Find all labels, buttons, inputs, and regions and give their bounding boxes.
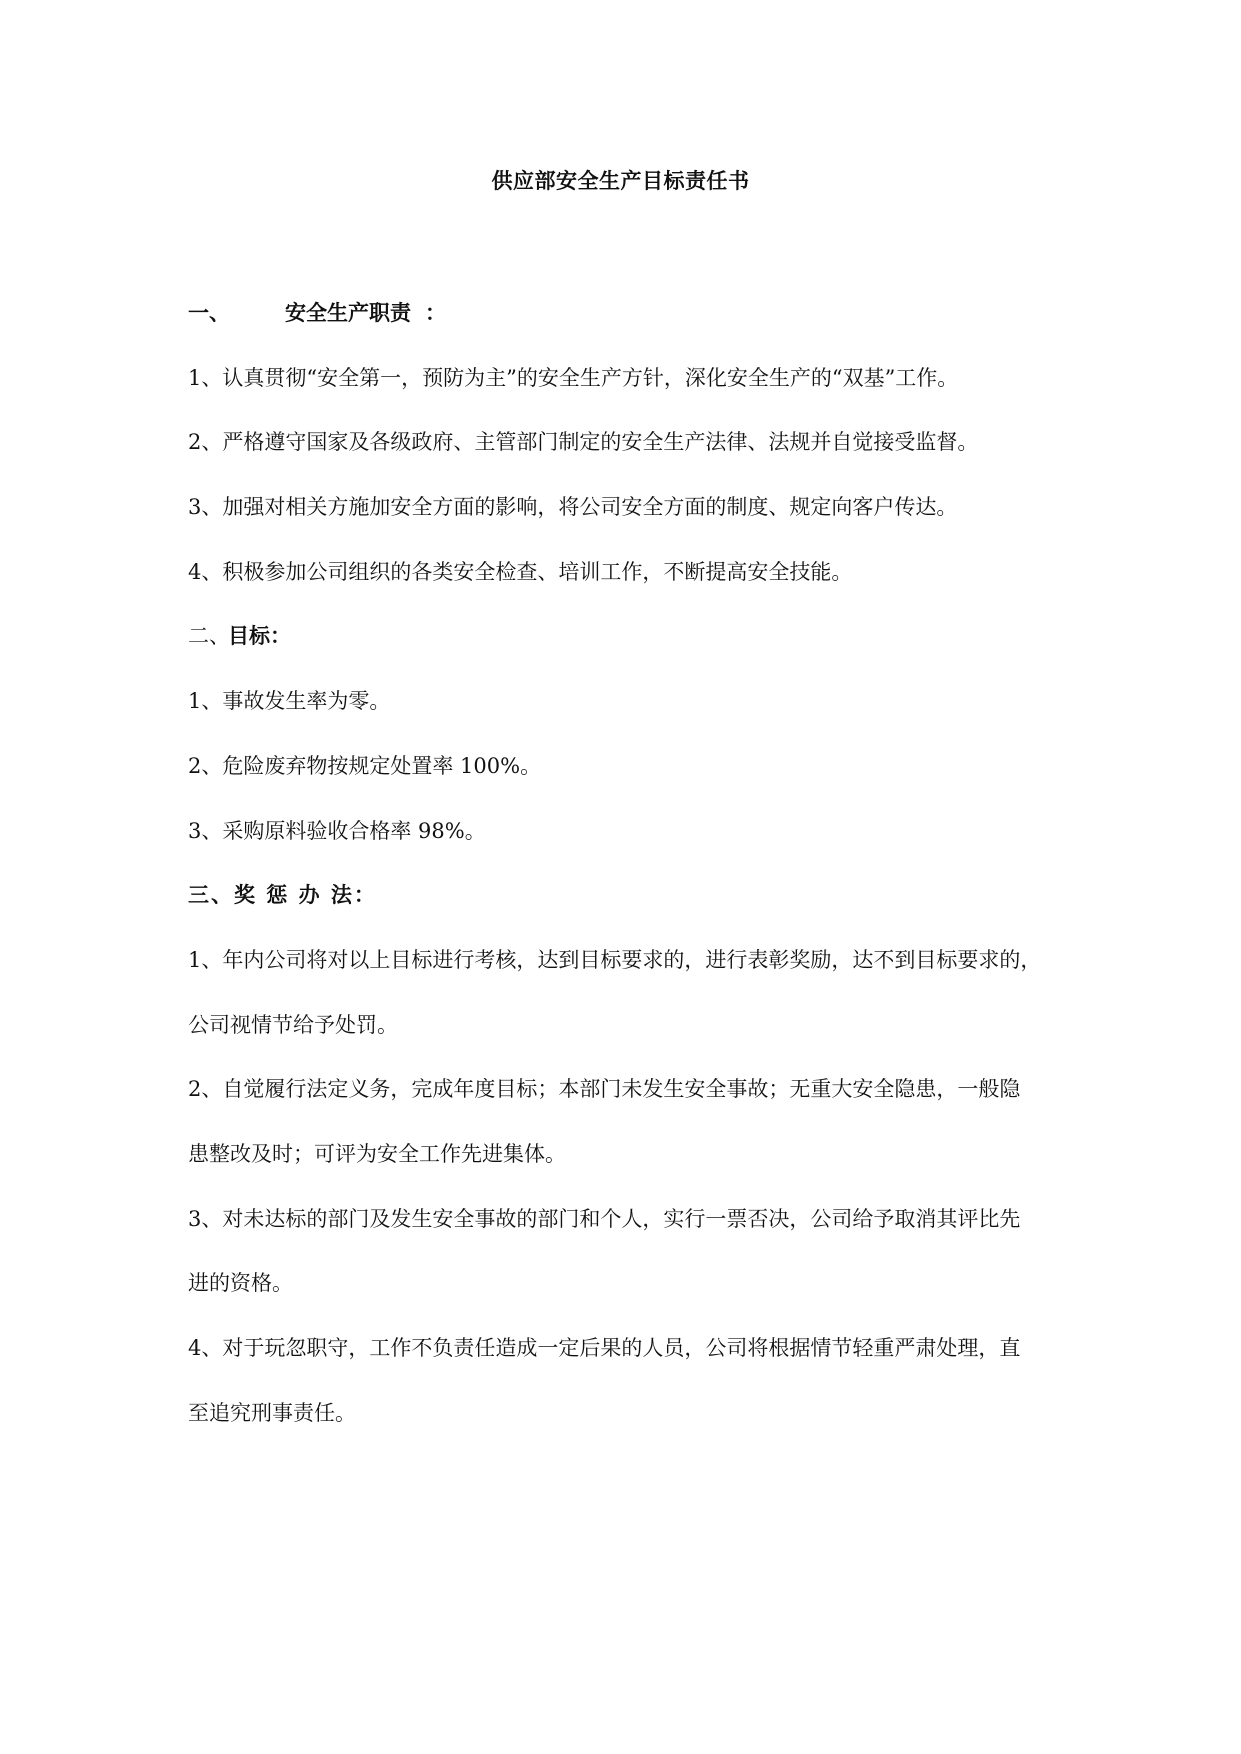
paragraph-line: 公司视情节给予处罚。	[188, 1012, 398, 1037]
list-item: 1、事故发生率为零。	[188, 689, 391, 714]
section-title: 安全生产职责	[285, 301, 411, 325]
paragraph-line: 进的资格。	[188, 1271, 293, 1296]
list-item: 3、加强对相关方施加安全方面的影响，将公司安全方面的制度、规定向客户传达。	[188, 495, 958, 520]
section-heading-rewards-penalties: 三、奖 惩 办 法：	[188, 883, 377, 908]
section-title: 目标：	[228, 624, 291, 649]
paragraph-line: 3、对未达标的部门及发生安全事故的部门和个人，实行一票否决，公司给予取消其评比先	[188, 1206, 1021, 1231]
list-item: 3、采购原料验收合格率 98%。	[188, 818, 486, 843]
section-colon: ：	[425, 301, 446, 325]
section-heading-targets	[188, 604, 1188, 669]
paragraph-line: 1、年内公司将对以上目标进行考核，达到目标要求的，进行表彰奖励，达不到目标要求的，	[188, 947, 1042, 972]
paragraph-line: 2、自觉履行法定义务，完成年度目标；本部门未发生安全事故；无重大安全隐患，一般隐	[188, 1077, 1021, 1102]
section-number: 二、	[188, 624, 230, 649]
list-item: 4、积极参加公司组织的各类安全检查、培训工作，不断提高安全技能。	[188, 559, 853, 584]
paragraph-line: 4、对于玩忽职守，工作不负责任造成一定后果的人员，公司将根据情节轻重严肃处理，直	[188, 1336, 1021, 1360]
section-heading-responsibilities	[188, 281, 1188, 346]
section-number: 一、	[188, 301, 230, 325]
document-body	[188, 281, 1188, 1445]
paragraph-line: 患整改及时；可评为安全工作先进集体。	[188, 1141, 566, 1166]
list-item: 2、危险废弃物按规定处置率 100%。	[188, 753, 542, 778]
document-title: 供应部安全生产目标责任书	[491, 169, 750, 193]
list-item: 2、严格遵守国家及各级政府、主管部门制定的安全生产法律、法规并自觉接受监督。	[188, 430, 979, 455]
list-item: 1、认真贯彻“安全第一，预防为主”的安全生产方针，深化安全生产的“双基”工作。	[188, 365, 959, 390]
paragraph-line: 至追究刑事责任。	[188, 1400, 356, 1425]
